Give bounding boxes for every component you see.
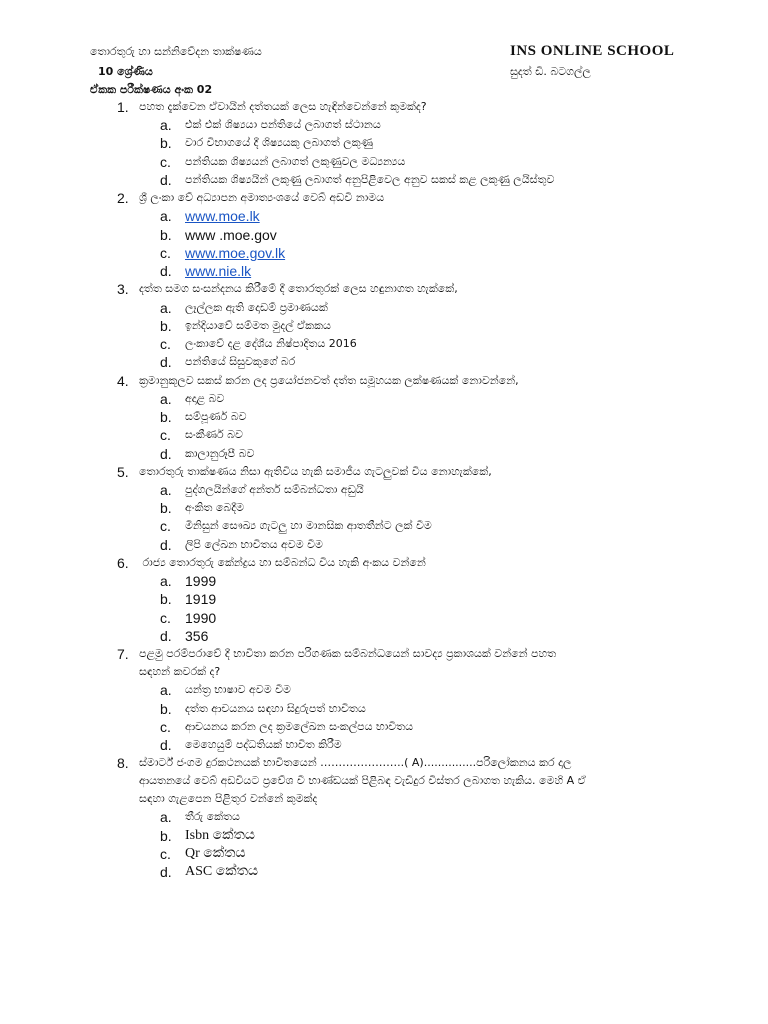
option-text: සම්පූර්ණ බව bbox=[185, 410, 247, 423]
question-text: දත්ත සමග සංසන්දනය කිරීමේ දී තොරතුරක් ලෙස හඳුනාගත හැක්කේ, bbox=[139, 282, 458, 296]
option-letter: a. bbox=[160, 481, 172, 498]
option-list bbox=[117, 390, 757, 463]
option-letter: c. bbox=[160, 427, 171, 444]
question-number: 7. bbox=[117, 646, 129, 663]
option-text: www .moe.gov bbox=[185, 226, 277, 243]
option-letter: b. bbox=[160, 226, 172, 243]
option-letter: d. bbox=[160, 445, 172, 462]
answer-option-d bbox=[117, 171, 757, 189]
answer-option-d bbox=[117, 627, 757, 645]
answer-option-b bbox=[117, 225, 757, 243]
option-letter: a. bbox=[160, 299, 172, 316]
teacher-name: සුදත් ඩී. බටගල්ල bbox=[510, 65, 591, 78]
option-text: ලංකාවේ දළ දේශීය නිෂ්පාදිතය 2016 bbox=[185, 337, 357, 351]
option-text: මෙහෙයුම් පද්ධතියක් භාවිත කිරීම bbox=[185, 738, 342, 752]
option-letter: a. bbox=[160, 682, 172, 699]
option-letter: c. bbox=[160, 718, 171, 735]
answer-option-b bbox=[117, 134, 757, 152]
option-letter: b. bbox=[160, 317, 172, 334]
option-text: 1999 bbox=[185, 573, 217, 590]
option-letter: d. bbox=[160, 536, 172, 553]
option-text: යන්ත්‍ර භාෂාව අවම වීම bbox=[185, 683, 291, 697]
question-row bbox=[117, 554, 757, 572]
answer-option-c bbox=[117, 153, 757, 171]
question-row bbox=[117, 98, 757, 116]
option-link[interactable]: www.nie.lk bbox=[185, 263, 252, 280]
option-text: ලෑල්ලක ඇති දොඩම් ප්‍රමාණයක් bbox=[185, 300, 328, 314]
question-row bbox=[117, 280, 757, 298]
question-text: පහත දැක්වෙන ඒවායින් දත්තයක් ලෙස හැඳින්වෙන්නේ කුමක්ද? bbox=[139, 100, 427, 113]
option-letter: b. bbox=[160, 827, 172, 844]
question-7 bbox=[117, 645, 757, 754]
option-text: කාලානුරූපී බව bbox=[185, 446, 255, 460]
question-text: ක්‍රමානුකූලව සකස් කරන ලද ප්‍රයෝජනවත් දත්ත සමූහයක ලක්ෂණයක් නොවන්නේ, bbox=[139, 373, 519, 387]
question-number: 3. bbox=[117, 281, 129, 298]
question-2 bbox=[117, 189, 757, 280]
option-letter: b. bbox=[160, 591, 172, 608]
question-6 bbox=[117, 554, 757, 645]
option-text: පන්තියේ සිසුවකුගේ බර bbox=[185, 355, 296, 369]
option-letter: d. bbox=[160, 263, 172, 280]
question-number: 5. bbox=[117, 463, 129, 480]
question-number: 6. bbox=[117, 554, 129, 571]
answer-option-b bbox=[117, 590, 757, 608]
answer-option-a bbox=[117, 808, 757, 826]
option-list bbox=[117, 572, 757, 645]
answer-option-a bbox=[117, 572, 757, 590]
question-text: ශ්‍රී ලංකා වේ අධ්‍යාපන අමාත්‍යංශයේ වෙබ් අඩවි නාමය bbox=[139, 191, 385, 205]
option-text: එක් එක් ශිෂ්‍යයා පන්තියේ ලබාගත් ස්ථානය bbox=[185, 118, 381, 132]
answer-option-b bbox=[117, 699, 757, 717]
option-letter: d. bbox=[160, 354, 172, 371]
answer-option-d bbox=[117, 444, 757, 462]
option-text: 356 bbox=[185, 627, 209, 644]
option-letter: a. bbox=[160, 390, 172, 407]
question-text: රාජ්‍ය තොරතුරු කේන්ද්‍රය හා සම්බන්ධ විය හැකි අංකය වන්නේ bbox=[139, 555, 426, 569]
subject-title: තොරතුරු හා සන්නිවේදන තාක්ෂණය bbox=[90, 45, 262, 58]
question-number: 4. bbox=[117, 372, 129, 389]
option-list bbox=[117, 298, 757, 371]
answer-option-d bbox=[117, 736, 757, 754]
answer-option-c bbox=[117, 609, 757, 627]
option-text: ලිපි ලේඛන භාවිතය අවම වීම bbox=[185, 537, 323, 551]
option-list bbox=[117, 681, 757, 754]
option-text: පන්තියක ශිෂ්‍යයන් ලබාගත් ලකුණුවල මධ්‍යන්‍යය bbox=[185, 154, 406, 168]
answer-option-c bbox=[117, 426, 757, 444]
option-letter: d. bbox=[160, 627, 172, 644]
question-row bbox=[117, 645, 757, 681]
answer-option-a bbox=[117, 390, 757, 408]
question-text: තොරතුරු තාක්ෂණය නිසා ඇතිවිය හැකි සමාජීය ගැටලුවක් විය නොහැක්කේ, bbox=[139, 464, 492, 478]
option-link[interactable]: www.moe.lk bbox=[185, 208, 260, 225]
answer-option-c bbox=[117, 335, 757, 353]
answer-option-b bbox=[117, 499, 757, 517]
answer-option-b bbox=[117, 408, 757, 426]
question-row bbox=[117, 463, 757, 481]
answer-option-d bbox=[117, 262, 757, 280]
answer-option-b bbox=[117, 827, 757, 845]
option-text: 1919 bbox=[185, 591, 217, 608]
option-text: අංකිත බෙදීම bbox=[185, 501, 245, 515]
answer-option-a bbox=[117, 116, 757, 134]
answer-option-a bbox=[117, 298, 757, 316]
question-text: ස්මාර්ට් ජංගම දුරකථනයක් භාවිතයෙන් …………………..( A)...............පරිලෝකනය කර දාල ආයතනයේ වෙබ් අඩවියට ප්‍රවේශ වී භාණ්ඩයක් පිළිබඳ වැඩිදුර විස්තර ලබාගත හැකිය. මෙහි A ඒ සඳහා ගැළපෙන පිළිතුර වන්නේ කුමක්ද bbox=[139, 756, 586, 806]
option-letter: c. bbox=[160, 336, 171, 353]
question-4 bbox=[117, 372, 757, 463]
question-3 bbox=[117, 280, 757, 371]
option-text: අදාළ බව bbox=[185, 391, 225, 405]
option-letter: d. bbox=[160, 864, 172, 881]
option-link[interactable]: www.moe.gov.lk bbox=[185, 244, 286, 261]
option-text: පන්තියක ශිෂ්‍යයින් ලකුණු ලබාගත් අනුපිළිවෙල අනුව සකස් කළ ලකුණු ලයිස්තුව bbox=[185, 173, 555, 187]
option-text: දත්ත ආචයනය සඳහා සිදුරුපත් භාවිතය bbox=[185, 701, 366, 715]
option-text: පුද්ගලයින්ගේ අන්තර් සම්බන්ධතා අඩුයි bbox=[185, 482, 364, 496]
option-list bbox=[117, 481, 757, 554]
question-list bbox=[117, 98, 757, 882]
option-text: ආචයනය කරන ලද ක්‍රමලේඛන සංකල්පය භාවිතය bbox=[185, 719, 413, 733]
grade-label: 10 ශ්‍රේණිය bbox=[98, 65, 153, 78]
option-letter: a. bbox=[160, 809, 172, 826]
question-row bbox=[117, 189, 757, 207]
option-letter: a. bbox=[160, 117, 172, 134]
question-text: පළමු පරම්පරාවේ දී භාවිතා කරන පරිගණක සම්බන්ධයෙන් සාවද්‍ය ප්‍රකාශයක් වන්නේ පහත සඳහන් කවරක් ද? bbox=[139, 647, 557, 679]
question-number: 8. bbox=[117, 755, 129, 772]
option-list bbox=[117, 808, 757, 881]
option-letter: b. bbox=[160, 409, 172, 425]
answer-option-d bbox=[117, 536, 757, 554]
question-row bbox=[117, 754, 757, 808]
option-text: වාර විභාගයේ දී ශිෂ්‍යයකු ලබාගත් ලකුණු bbox=[185, 136, 373, 150]
answer-option-a bbox=[117, 681, 757, 699]
answer-option-c bbox=[117, 244, 757, 262]
option-letter: b. bbox=[160, 135, 172, 152]
answer-option-c bbox=[117, 517, 757, 535]
question-number: 2. bbox=[117, 190, 129, 207]
answer-option-b bbox=[117, 317, 757, 335]
school-name: INS ONLINE SCHOOL bbox=[510, 43, 675, 59]
answer-option-a bbox=[117, 207, 757, 225]
option-letter: a. bbox=[160, 208, 172, 225]
question-number: 1. bbox=[117, 99, 129, 115]
answer-option-d bbox=[117, 353, 757, 371]
option-letter: d. bbox=[160, 172, 172, 189]
option-letter: c. bbox=[160, 609, 171, 626]
option-text: Isbn කේතය bbox=[185, 827, 255, 843]
question-row bbox=[117, 372, 757, 390]
question-5 bbox=[117, 463, 757, 554]
option-text: මිනිසුන් සෞඛ්‍ය ගැටලු හා මානසික ආතතීන්ට ලක් වීම bbox=[185, 519, 432, 533]
option-list bbox=[117, 207, 757, 280]
option-text: සංකීර්ණ බව bbox=[185, 428, 243, 442]
question-1 bbox=[117, 98, 757, 189]
option-text: තීරු කේතය bbox=[185, 810, 240, 824]
option-text: Qr කේතය bbox=[185, 846, 246, 862]
option-letter: b. bbox=[160, 700, 172, 717]
option-text: 1990 bbox=[185, 609, 217, 626]
test-title: ඒකක පරීක්ෂණය අංක 02 bbox=[90, 83, 213, 96]
option-text: ඉන්දියාවේ සම්මත මුදල් ඒකකය bbox=[185, 318, 331, 332]
option-letter: d. bbox=[160, 737, 172, 754]
option-letter: b. bbox=[160, 500, 172, 517]
option-text: ASC කේතය bbox=[185, 864, 259, 880]
answer-option-c bbox=[117, 845, 757, 863]
answer-option-a bbox=[117, 481, 757, 499]
option-letter: c. bbox=[160, 153, 171, 170]
option-letter: c. bbox=[160, 244, 171, 261]
option-letter: c. bbox=[160, 846, 171, 863]
answer-option-d bbox=[117, 863, 757, 881]
question-8 bbox=[117, 754, 757, 881]
option-list bbox=[117, 116, 757, 189]
option-letter: c. bbox=[160, 518, 171, 535]
answer-option-c bbox=[117, 718, 757, 736]
option-letter: a. bbox=[160, 573, 172, 590]
